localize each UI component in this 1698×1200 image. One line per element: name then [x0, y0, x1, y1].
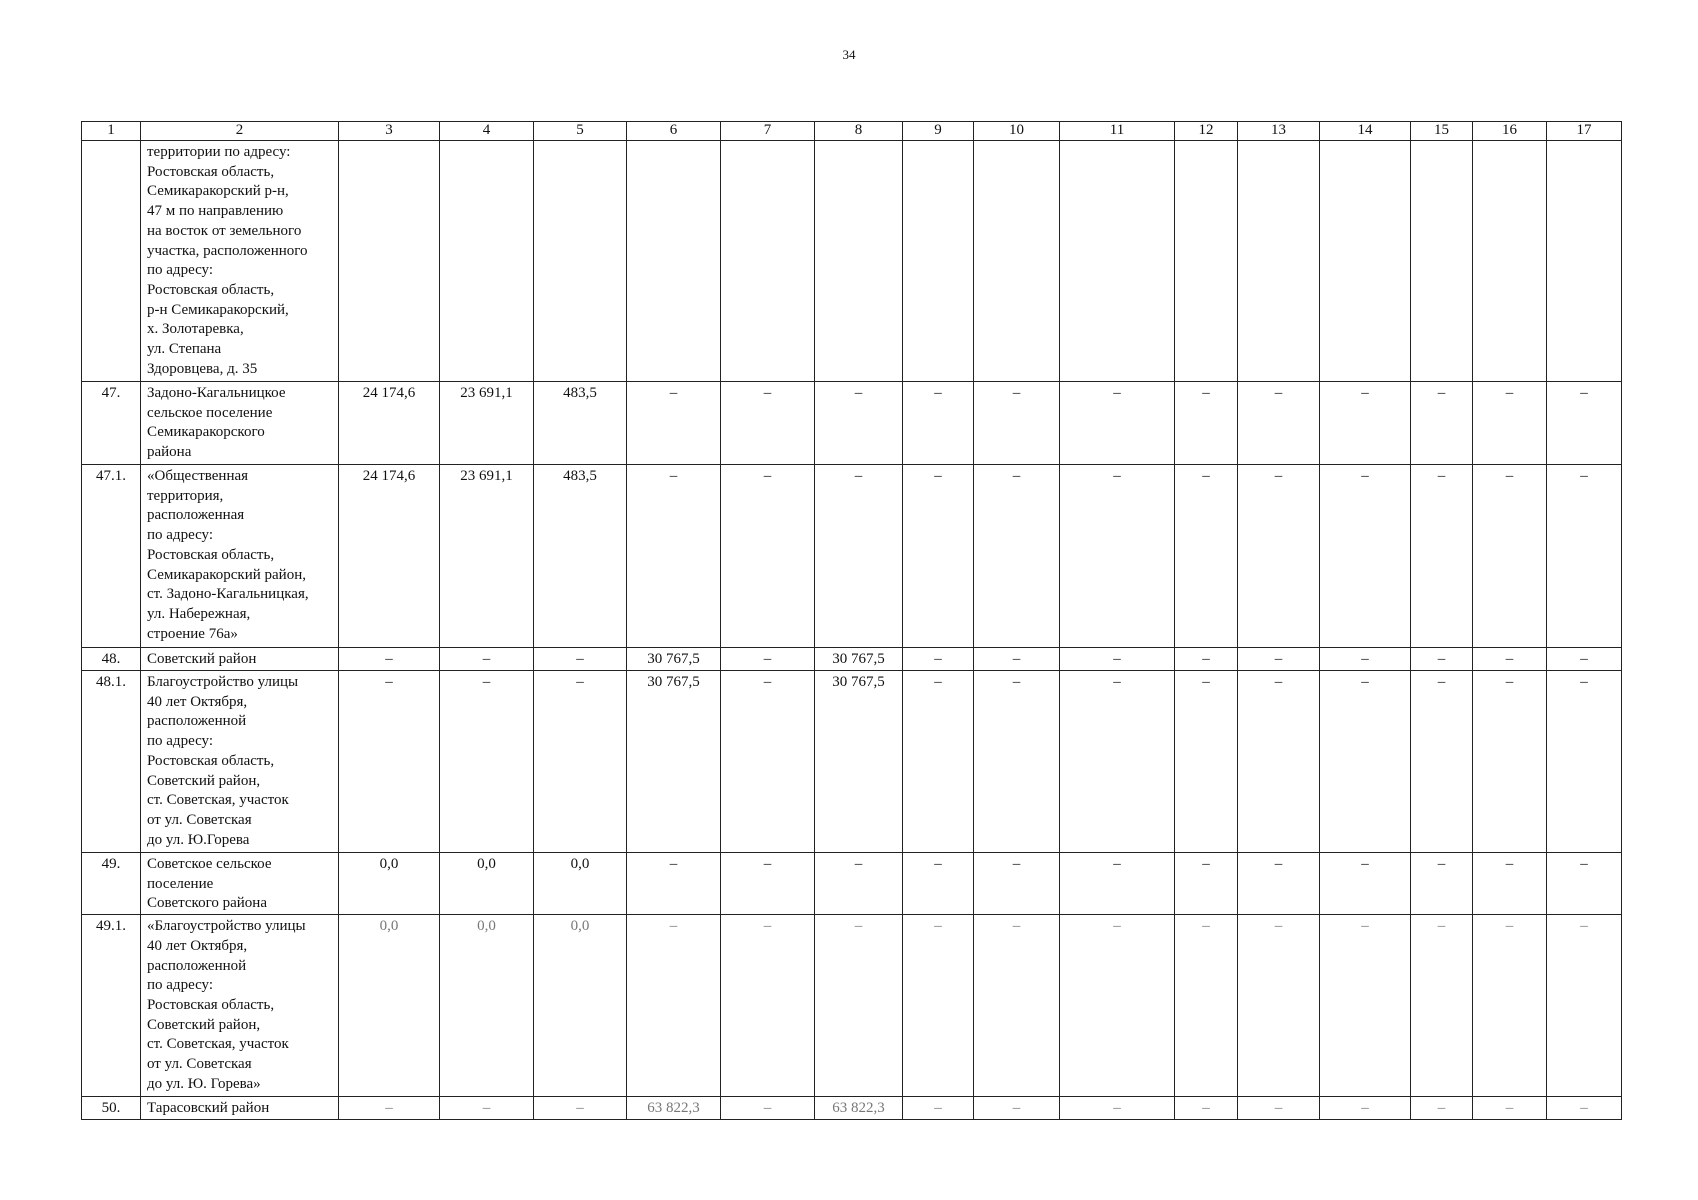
column-header: 6 — [627, 122, 721, 141]
value-cell: – — [1175, 915, 1238, 1097]
value-cell — [1473, 141, 1547, 382]
value-cell: – — [1473, 853, 1547, 915]
value-cell: – — [1547, 1097, 1622, 1120]
column-header: 9 — [903, 122, 974, 141]
value-cell: – — [1320, 465, 1411, 648]
value-cell: – — [1060, 465, 1175, 648]
row-number-cell: 50. — [82, 1097, 141, 1120]
value-cell: – — [974, 465, 1060, 648]
value-cell: 483,5 — [534, 465, 627, 648]
value-cell: 30 767,5 — [815, 671, 903, 853]
value-cell: – — [534, 1097, 627, 1120]
table-row — [82, 671, 1622, 853]
row-name-cell: Задоно-Кагальницкое сельское поселение Семикаракорского района — [141, 382, 339, 465]
value-cell: 0,0 — [534, 853, 627, 915]
value-cell: – — [903, 648, 974, 671]
value-cell: – — [721, 915, 815, 1097]
value-cell: – — [1175, 382, 1238, 465]
value-cell: – — [1473, 465, 1547, 648]
row-name-cell: «Благоустройство улицы 40 лет Октября, расположенной по адресу: Ростовская область, Советский район, ст. Советская, участок от ул. Советская до ул. Ю. Горева» — [141, 915, 339, 1097]
value-cell: – — [974, 671, 1060, 853]
table-row — [82, 853, 1622, 915]
value-cell: – — [627, 915, 721, 1097]
value-cell: – — [903, 671, 974, 853]
column-header: 15 — [1411, 122, 1473, 141]
value-cell: 483,5 — [534, 382, 627, 465]
value-cell: – — [974, 1097, 1060, 1120]
row-number-cell — [82, 141, 141, 382]
value-cell: – — [903, 853, 974, 915]
value-cell: – — [1411, 671, 1473, 853]
value-cell: – — [534, 648, 627, 671]
value-cell: – — [627, 382, 721, 465]
value-cell: – — [974, 648, 1060, 671]
row-number-cell: 49.1. — [82, 915, 141, 1097]
value-cell: – — [1320, 853, 1411, 915]
value-cell: – — [534, 671, 627, 853]
value-cell: – — [1320, 648, 1411, 671]
value-cell: 0,0 — [440, 915, 534, 1097]
value-cell: – — [721, 648, 815, 671]
value-cell: 0,0 — [339, 915, 440, 1097]
value-cell: – — [1175, 671, 1238, 853]
value-cell: – — [1238, 382, 1320, 465]
value-cell: – — [339, 1097, 440, 1120]
value-cell — [1411, 141, 1473, 382]
row-name-cell: территории по адресу: Ростовская область, Семикаракорский р-н, 47 м по направлению на восток от земельного участка, расположенного по адресу: Ростовская область, р-н Семикаракорский, х. Золотаревка, ул. Степана Здоровцева, д. 35 — [141, 141, 339, 382]
value-cell: – — [1060, 915, 1175, 1097]
table-row — [82, 141, 1622, 382]
value-cell: – — [815, 853, 903, 915]
value-cell: – — [1238, 1097, 1320, 1120]
row-name-cell: Советское сельское поселение Советского района — [141, 853, 339, 915]
value-cell — [815, 141, 903, 382]
row-number-cell: 49. — [82, 853, 141, 915]
column-header: 10 — [974, 122, 1060, 141]
table-row — [82, 915, 1622, 1097]
value-cell: – — [339, 671, 440, 853]
value-cell: – — [903, 465, 974, 648]
column-header: 4 — [440, 122, 534, 141]
column-header: 16 — [1473, 122, 1547, 141]
value-cell: 0,0 — [440, 853, 534, 915]
value-cell: – — [339, 648, 440, 671]
value-cell: – — [721, 382, 815, 465]
value-cell — [721, 141, 815, 382]
table-row — [82, 465, 1622, 648]
value-cell: – — [815, 465, 903, 648]
value-cell: – — [815, 915, 903, 1097]
value-cell: – — [1411, 382, 1473, 465]
value-cell: – — [1320, 915, 1411, 1097]
value-cell: – — [1238, 853, 1320, 915]
column-header: 3 — [339, 122, 440, 141]
row-name-cell: «Общественная территория, расположенная по адресу: Ростовская область, Семикаракорский район, ст. Задоно-Кагальницкая, ул. Набережная, строение 76а» — [141, 465, 339, 648]
value-cell: – — [1473, 671, 1547, 853]
value-cell: – — [1547, 465, 1622, 648]
value-cell: – — [1411, 915, 1473, 1097]
value-cell: – — [1473, 648, 1547, 671]
value-cell: – — [1175, 1097, 1238, 1120]
column-header: 13 — [1238, 122, 1320, 141]
value-cell — [1060, 141, 1175, 382]
value-cell: – — [721, 1097, 815, 1120]
value-cell: – — [1473, 1097, 1547, 1120]
value-cell: – — [1547, 853, 1622, 915]
value-cell: – — [627, 853, 721, 915]
value-cell: 23 691,1 — [440, 465, 534, 648]
value-cell: – — [721, 853, 815, 915]
table-body — [82, 122, 1622, 1120]
column-header: 14 — [1320, 122, 1411, 141]
value-cell: 0,0 — [534, 915, 627, 1097]
value-cell: – — [1411, 853, 1473, 915]
row-number-cell: 47. — [82, 382, 141, 465]
value-cell: – — [1175, 648, 1238, 671]
value-cell: 30 767,5 — [627, 648, 721, 671]
value-cell: – — [1238, 915, 1320, 1097]
value-cell — [903, 141, 974, 382]
value-cell: – — [1238, 648, 1320, 671]
value-cell: – — [1060, 382, 1175, 465]
value-cell: – — [1060, 1097, 1175, 1120]
value-cell: 23 691,1 — [440, 382, 534, 465]
value-cell — [1238, 141, 1320, 382]
value-cell: 0,0 — [339, 853, 440, 915]
value-cell: – — [1320, 1097, 1411, 1120]
column-header: 8 — [815, 122, 903, 141]
value-cell: – — [903, 382, 974, 465]
column-number-row — [82, 122, 1622, 141]
value-cell — [534, 141, 627, 382]
value-cell: – — [1320, 671, 1411, 853]
value-cell: – — [1473, 382, 1547, 465]
value-cell: 63 822,3 — [815, 1097, 903, 1120]
value-cell — [974, 141, 1060, 382]
value-cell: – — [1060, 671, 1175, 853]
value-cell: – — [1060, 648, 1175, 671]
value-cell — [440, 141, 534, 382]
row-name-cell: Благоустройство улицы 40 лет Октября, расположенной по адресу: Ростовская область, Советский район, ст. Советская, участок от ул. Советская до ул. Ю.Горева — [141, 671, 339, 853]
value-cell: 24 174,6 — [339, 382, 440, 465]
value-cell: 30 767,5 — [627, 671, 721, 853]
value-cell: – — [1547, 382, 1622, 465]
value-cell: – — [815, 382, 903, 465]
column-header: 12 — [1175, 122, 1238, 141]
table-row — [82, 382, 1622, 465]
value-cell: – — [1060, 853, 1175, 915]
value-cell: – — [1175, 853, 1238, 915]
column-header: 11 — [1060, 122, 1175, 141]
value-cell: – — [1238, 671, 1320, 853]
value-cell: – — [440, 1097, 534, 1120]
value-cell: – — [1411, 648, 1473, 671]
row-name-cell: Тарасовский район — [141, 1097, 339, 1120]
value-cell: – — [1547, 915, 1622, 1097]
value-cell: – — [1547, 648, 1622, 671]
column-header: 1 — [82, 122, 141, 141]
column-header: 7 — [721, 122, 815, 141]
value-cell: – — [440, 648, 534, 671]
value-cell — [339, 141, 440, 382]
value-cell: – — [974, 382, 1060, 465]
value-cell: 63 822,3 — [627, 1097, 721, 1120]
value-cell: – — [721, 465, 815, 648]
value-cell — [1320, 141, 1411, 382]
value-cell: – — [440, 671, 534, 853]
page-number: 34 — [842, 47, 856, 62]
table-row — [82, 648, 1622, 671]
table-row — [82, 1097, 1622, 1120]
column-header: 2 — [141, 122, 339, 141]
value-cell: – — [903, 915, 974, 1097]
row-number-cell: 47.1. — [82, 465, 141, 648]
value-cell — [1175, 141, 1238, 382]
value-cell — [1547, 141, 1622, 382]
value-cell — [627, 141, 721, 382]
value-cell: – — [1320, 382, 1411, 465]
value-cell: – — [903, 1097, 974, 1120]
row-number-cell: 48.1. — [82, 671, 141, 853]
value-cell: – — [627, 465, 721, 648]
value-cell: – — [1547, 671, 1622, 853]
value-cell: – — [1411, 465, 1473, 648]
budget-table — [81, 121, 1622, 1120]
value-cell: – — [1411, 1097, 1473, 1120]
value-cell: – — [721, 671, 815, 853]
value-cell: – — [1175, 465, 1238, 648]
value-cell: 30 767,5 — [815, 648, 903, 671]
value-cell: – — [974, 853, 1060, 915]
column-header: 5 — [534, 122, 627, 141]
value-cell: – — [1473, 915, 1547, 1097]
column-header: 17 — [1547, 122, 1622, 141]
value-cell: – — [974, 915, 1060, 1097]
row-number-cell: 48. — [82, 648, 141, 671]
value-cell: – — [1238, 465, 1320, 648]
value-cell: 24 174,6 — [339, 465, 440, 648]
row-name-cell: Советский район — [141, 648, 339, 671]
